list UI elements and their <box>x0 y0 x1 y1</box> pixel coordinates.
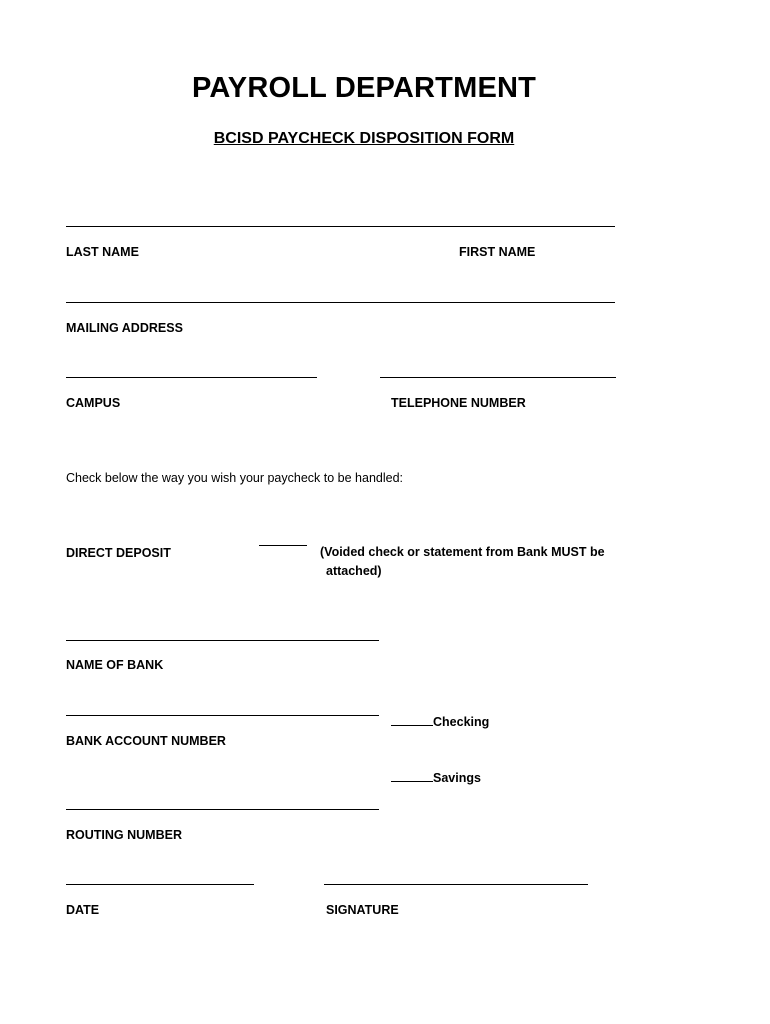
direct-deposit-note-line1: (Voided check or statement from Bank MUST be <box>320 545 605 559</box>
last-name-label: LAST NAME <box>66 245 139 259</box>
direct-deposit-label: DIRECT DEPOSIT <box>66 546 171 560</box>
telephone-label: TELEPHONE NUMBER <box>391 396 526 410</box>
instructions-text: Check below the way you wish your paycheck to be handled: <box>66 471 403 485</box>
bank-account-line[interactable] <box>66 715 379 716</box>
mailing-address-label: MAILING ADDRESS <box>66 321 183 335</box>
direct-deposit-check-blank[interactable] <box>259 545 307 546</box>
signature-label: SIGNATURE <box>326 903 399 917</box>
bank-name-line[interactable] <box>66 640 379 641</box>
savings-label: Savings <box>433 771 481 785</box>
first-name-label: FIRST NAME <box>459 245 536 259</box>
checking-option[interactable] <box>391 714 489 730</box>
campus-line[interactable] <box>66 377 317 378</box>
name-line[interactable] <box>66 226 615 227</box>
direct-deposit-note-line2: attached) <box>326 564 382 578</box>
direct-deposit-note <box>320 543 605 581</box>
date-line[interactable] <box>66 884 254 885</box>
checking-blank[interactable] <box>391 714 433 726</box>
telephone-line[interactable] <box>380 377 616 378</box>
savings-blank[interactable] <box>391 770 433 782</box>
bank-name-label: NAME OF BANK <box>66 658 164 672</box>
savings-option[interactable] <box>391 770 481 786</box>
form-title: BCISD PAYCHECK DISPOSITION FORM <box>213 130 515 147</box>
date-label: DATE <box>66 903 100 917</box>
campus-label: CAMPUS <box>66 396 121 410</box>
mailing-address-line[interactable] <box>66 302 615 303</box>
signature-line[interactable] <box>324 884 588 885</box>
checking-label: Checking <box>433 715 490 729</box>
page-title: PAYROLL DEPARTMENT <box>191 72 537 104</box>
routing-number-label: ROUTING NUMBER <box>66 828 182 842</box>
routing-number-line[interactable] <box>66 809 379 810</box>
bank-account-label: BANK ACCOUNT NUMBER <box>66 734 226 748</box>
